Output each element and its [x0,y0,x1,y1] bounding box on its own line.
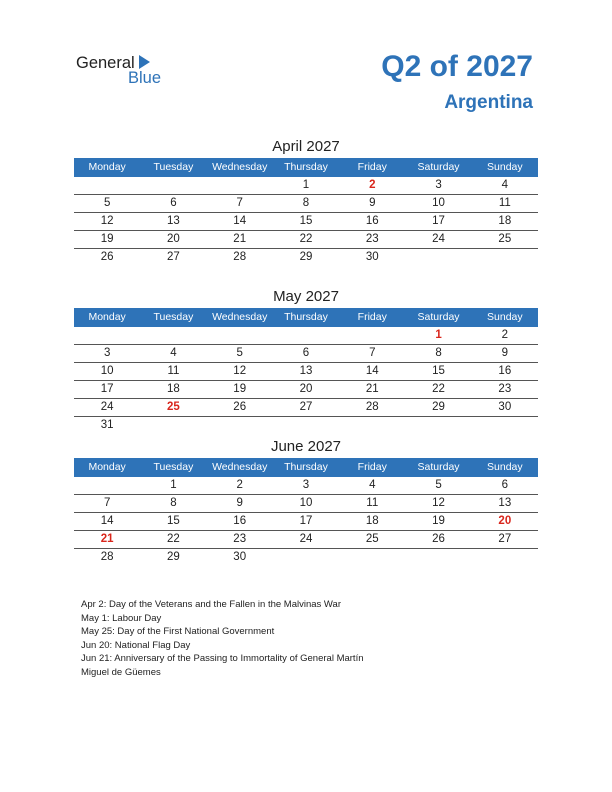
day-cell: 9 [501,347,509,359]
day-cell: 2 [369,179,376,191]
month-april [74,136,538,266]
weekday-label: Sunday [487,161,523,173]
day-cell: 10 [432,197,445,209]
day-cell: 5 [236,347,243,359]
empty-day-cell [74,477,140,494]
day-cell: 4 [501,179,509,191]
weekday-label: Friday [357,311,387,323]
holiday-note: May 25: Day of the First National Government [81,626,275,638]
day-cell: 14 [233,215,247,227]
holiday-note: Miguel de Güemes [81,666,161,678]
day-cell: 3 [435,179,442,191]
day-cell: 8 [302,197,310,209]
week-row [74,477,538,495]
empty-day-cell [207,417,273,434]
empty-day-cell [140,177,206,194]
logo-general-text: General [76,54,135,72]
day-cell: 23 [498,383,512,395]
day-cell: 18 [365,515,379,527]
day-cell: 7 [236,197,243,209]
empty-day-cell [273,549,339,566]
month-title: April 2027 [272,138,340,155]
day-cell: 9 [369,197,376,209]
day-cell: 29 [299,251,313,263]
day-cell: 28 [233,251,247,263]
day-cell: 11 [498,197,511,209]
day-cell: 25 [365,533,379,545]
weekday-label: Thursday [284,161,328,173]
day-cell: 21 [100,533,114,545]
day-cell: 28 [365,401,379,413]
day-cell: 19 [233,383,247,395]
day-cell: 21 [365,383,379,395]
day-cell: 29 [167,551,180,563]
weekday-label: Wednesday [212,311,268,323]
week-row [74,177,538,195]
month-title: June 2027 [270,438,342,455]
day-cell: 2 [236,479,243,491]
day-cell: 24 [299,533,313,545]
day-cell: 24 [432,233,445,245]
day-cell: 4 [170,347,177,359]
logo [76,52,176,92]
weekday-header [74,458,538,477]
day-cell: 1 [435,329,442,341]
day-cell: 25 [167,401,180,413]
day-cell: 26 [233,401,247,413]
empty-day-cell [472,249,538,266]
weekday-label: Thursday [284,311,328,323]
day-cell: 4 [369,479,376,491]
month-may [74,286,538,434]
day-cell: 27 [167,251,180,263]
weekday-label: Tuesday [153,311,194,323]
weekday-label: Sunday [487,461,523,473]
weekday-label: Tuesday [153,461,194,473]
day-cell: 27 [498,533,512,545]
weekday-label: Friday [357,461,387,473]
day-cell: 6 [302,347,310,359]
day-cell: 12 [100,215,114,227]
empty-day-cell [339,417,405,434]
week-row [74,495,538,513]
day-cell: 13 [167,215,180,227]
empty-day-cell [140,417,206,434]
empty-day-cell [472,549,538,566]
day-cell: 2 [501,329,509,341]
day-cell: 25 [498,233,512,245]
week-row [74,549,538,566]
weekday-label: Monday [88,461,126,473]
day-cell: 18 [498,215,512,227]
day-cell: 23 [365,233,379,245]
day-cell: 11 [366,497,379,509]
day-cell: 6 [170,197,177,209]
day-cell: 14 [100,515,114,527]
week-row [74,327,538,345]
day-cell: 16 [233,515,247,527]
week-row [74,231,538,249]
page-title: Q2 of 2027 [381,50,533,83]
day-cell: 8 [170,497,177,509]
day-cell: 26 [432,533,445,545]
day-cell: 31 [100,419,114,431]
day-cell: 5 [435,479,442,491]
week-row [74,249,538,266]
day-cell: 5 [103,197,111,209]
day-cell: 15 [432,365,445,377]
day-cell: 17 [299,515,313,527]
day-cell: 11 [167,365,180,377]
day-cell: 30 [365,251,379,263]
day-cell: 24 [100,401,114,413]
day-cell: 1 [302,179,310,191]
empty-day-cell [472,417,538,434]
day-cell: 9 [236,497,243,509]
week-row [74,531,538,549]
week-row [74,513,538,531]
weekday-label: Monday [88,161,126,173]
weekday-label: Saturday [417,161,460,173]
empty-day-cell [273,327,339,344]
day-cell: 14 [365,365,379,377]
day-cell: 19 [100,233,114,245]
day-cell: 7 [369,347,376,359]
day-cell: 13 [498,497,512,509]
empty-day-cell [405,549,471,566]
logo-blue-text: Blue [128,69,162,87]
holiday-notes [81,598,364,680]
day-cell: 20 [167,233,180,245]
empty-day-cell [273,417,339,434]
country-name: Argentina [444,92,533,113]
day-cell: 20 [299,383,313,395]
weekday-label: Saturday [417,311,460,323]
day-cell: 16 [498,365,512,377]
day-cell: 12 [432,497,445,509]
day-cell: 23 [233,533,247,545]
holiday-note: Jun 21: Anniversary of the Passing to Immortality of General Martín [81,653,364,665]
empty-day-cell [74,177,140,194]
week-row [74,213,538,231]
empty-day-cell [140,327,206,344]
day-cell: 22 [167,533,180,545]
week-row [74,417,538,434]
empty-day-cell [339,549,405,566]
holiday-note: May 1: Labour Day [81,612,162,624]
day-cell: 1 [170,479,177,491]
day-cell: 22 [432,383,445,395]
weekday-label: Sunday [487,311,523,323]
day-cell: 20 [498,515,512,527]
week-row [74,345,538,363]
day-cell: 15 [167,515,180,527]
day-cell: 29 [432,401,445,413]
empty-day-cell [74,327,140,344]
month-june [74,436,538,566]
day-cell: 8 [435,347,442,359]
day-cell: 10 [100,365,114,377]
day-cell: 3 [103,347,111,359]
day-cell: 22 [299,233,313,245]
logo-triangle-icon [139,55,150,69]
day-cell: 30 [233,551,247,563]
day-cell: 28 [100,551,114,563]
day-cell: 19 [432,515,445,527]
holiday-note: Jun 20: National Flag Day [81,639,191,651]
week-row [74,399,538,417]
holiday-note: Apr 2: Day of the Veterans and the Fallen in the Malvinas War [81,599,341,610]
weekday-label: Friday [357,161,387,173]
empty-day-cell [207,327,273,344]
day-cell: 12 [233,365,247,377]
week-row [74,195,538,213]
weekday-label: Thursday [284,461,328,473]
day-cell: 7 [103,497,111,509]
day-cell: 3 [302,479,310,491]
day-cell: 26 [100,251,114,263]
weekday-label: Tuesday [153,161,194,173]
day-cell: 30 [498,401,512,413]
day-cell: 13 [299,365,313,377]
month-title: May 2027 [273,288,339,305]
weekday-label: Wednesday [212,461,268,473]
weekday-label: Saturday [417,461,460,473]
day-cell: 16 [365,215,379,227]
empty-day-cell [405,417,471,434]
weekday-label: Wednesday [212,161,268,173]
week-row [74,381,538,399]
empty-day-cell [207,177,273,194]
weekday-label: Monday [88,311,126,323]
day-cell: 10 [299,497,313,509]
day-cell: 17 [432,215,445,227]
weekday-header [74,308,538,327]
day-cell: 27 [299,401,313,413]
week-row [74,363,538,381]
day-cell: 21 [233,233,247,245]
day-cell: 6 [501,479,509,491]
empty-day-cell [339,327,405,344]
day-cell: 15 [299,215,313,227]
day-cell: 17 [100,383,114,395]
day-cell: 18 [167,383,180,395]
empty-day-cell [405,249,471,266]
weekday-header [74,158,538,177]
